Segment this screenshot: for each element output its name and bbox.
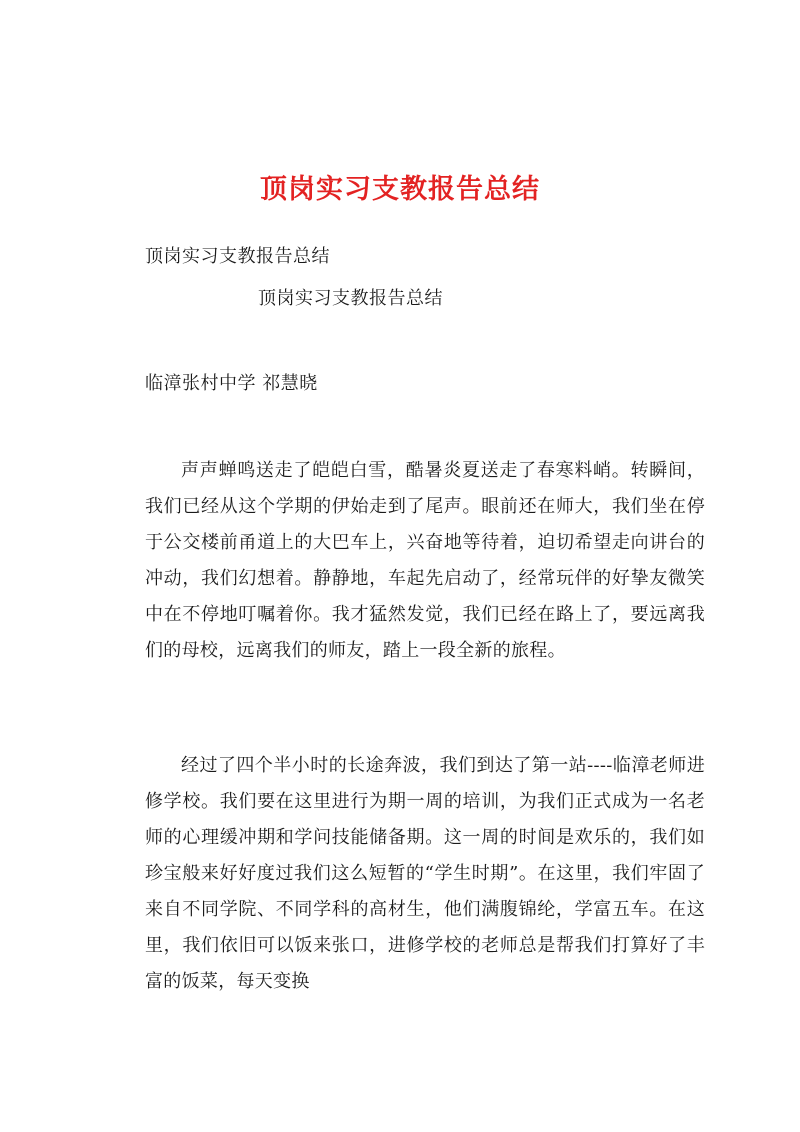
subtitle-line-2: 顶岗实习支教报告总结: [258, 288, 443, 309]
document-title: 顶岗实习支教报告总结: [260, 174, 540, 205]
body-paragraph-2: 经过了四个半小时的长途奔波，我们到达了第一站----临漳老师进修学校。我们要在这里进行为期一周的培训，为我们正式成为一名老师的心理缓冲期和学问技能储备期。这一周的时间是欢乐的，我们如珍宝般来好好度过我们这么短暂的“学生时期”。在这里，我们牢固了来自不同学院、不同学科的高材生，他们满腹锦纶，学富五车。在这里，我们依旧可以饭来张口，进修学校的老师总是帮我们打算好了丰富的饭菜，每天变换: [145, 755, 705, 992]
subtitle-line-1: 顶岗实习支教报告总结: [145, 246, 330, 267]
author-line: 临漳张村中学 祁慧晓: [145, 373, 318, 394]
body-paragraph-1: 声声蝉鸣送走了皑皑白雪，酷暑炎夏送走了春寒料峭。转瞬间，我们已经从这个学期的伊始走到了尾声。眼前还在师大，我们坐在停于公交楼前甬道上的大巴车上，兴奋地等待着，迫切希望走向讲台的冲动，我们幻想着。静静地，车起先启动了，经常玩伴的好挚友微笑中在不停地叮嘱着你。我才猛然发觉，我们已经在路上了，要远离我们的母校，远离我们的师友，踏上一段全新的旅程。: [145, 460, 705, 661]
